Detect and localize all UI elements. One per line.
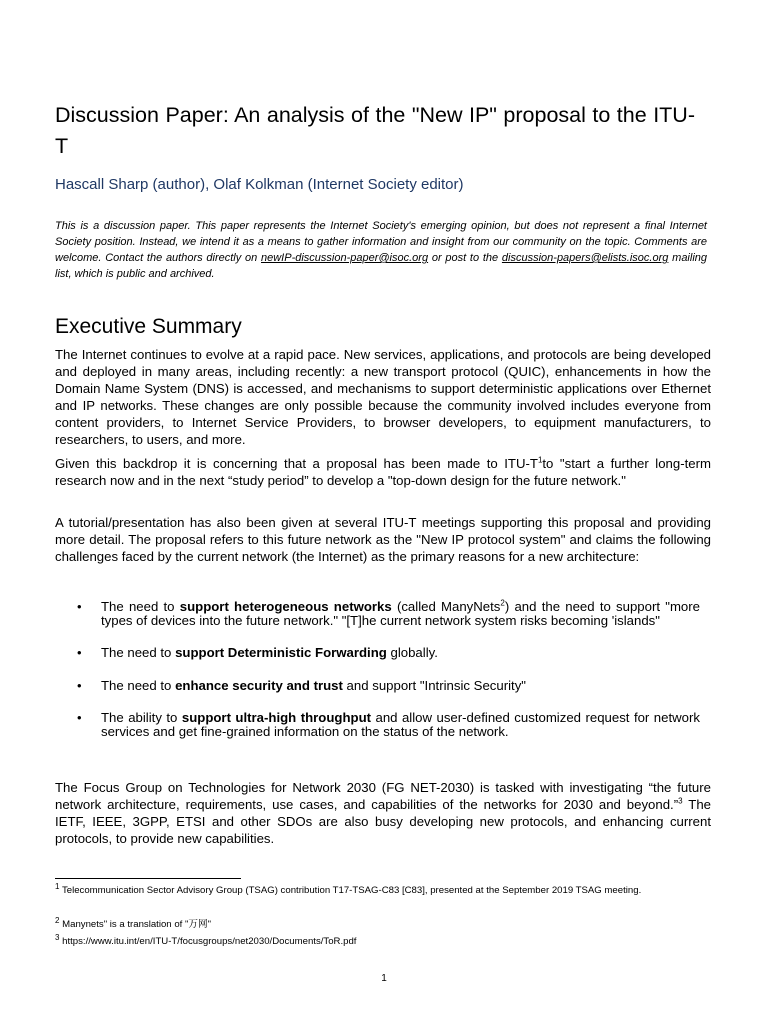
list-item-text: globally.	[386, 645, 438, 660]
list-item-emphasis: support Deterministic Forwarding	[175, 645, 387, 660]
list-item-text: (called ManyNets	[391, 599, 501, 614]
disclaimer-text: This is a discussion paper. This paper represents the Internet Society's emerging opinion, but does not represent a final Internet Society position. Instead, we intend it as a means to gather information and insight from our community on the topic. Comments are welcome. Contact the authors directly on	[55, 220, 707, 264]
list-item-text: and allow user-defined customized request for network services and get fine-grained information on the status of the network.	[101, 710, 700, 739]
footnote-ref-3[interactable]: 3	[678, 796, 683, 806]
list-item-emphasis: support heterogeneous networks	[179, 599, 392, 614]
list-item-text: The ability to	[101, 710, 182, 725]
disclaimer-text: or post to the	[428, 252, 502, 264]
list-item-emphasis: enhance security and trust	[175, 678, 343, 693]
bullet-icon: •	[77, 599, 82, 614]
footnote-ref-2[interactable]: 2	[500, 598, 505, 608]
mailing-list-link[interactable]: discussion-papers@elists.isoc.org	[501, 252, 669, 264]
paragraph-focus-group	[55, 779, 711, 847]
footnote-number: 2	[55, 915, 60, 925]
challenges-list	[55, 600, 700, 739]
list-item-text: The need to	[101, 678, 176, 693]
list-item	[55, 646, 700, 660]
list-item-emphasis: support ultra-high throughput	[181, 710, 372, 725]
list-item-text: ) and the need to support "more types of devices into the future network." "[T]he current network system risks becoming 'islands"	[101, 599, 700, 628]
disclaimer-text: mailing list, which is public and archived.	[55, 252, 707, 280]
list-item-text: The need to	[101, 599, 180, 614]
page-number: 1	[381, 973, 387, 984]
footnote-ref-1[interactable]: 1	[537, 455, 543, 465]
footnote-number: 1	[55, 881, 60, 891]
list-item-text: and support "Intrinsic Security"	[342, 678, 526, 693]
footnote-number: 3	[55, 932, 60, 942]
authors-line: Hascall Sharp (author), Olaf Kolkman (Internet Society editor)	[55, 176, 464, 193]
bullet-icon: •	[77, 645, 82, 660]
footnote-link[interactable]: https://www.itu.int/en/ITU-T/focusgroups/net2030/Documents/ToR.pdf	[62, 936, 357, 947]
section-heading-executive-summary: Executive Summary	[55, 315, 242, 338]
footnote-1	[55, 883, 711, 899]
paragraph-intro: The Internet continues to evolve at a rapid pace. New services, applications, and protocols are being developed and deployed in many areas, including recently: a new transport protocol (QUIC), enhancements in how the Domain Name System (DNS) is accessed, and mechanisms to support deterministic applications over Ethernet and IP networks. These changes are only possible because the community involved includes everyone from content providers, to Internet Service Providers, to browser developers, to equipment manufacturers, to researchers, to users, and more.	[55, 347, 711, 447]
paragraph-tutorial: A tutorial/presentation has also been given at several ITU-T meetings supporting this proposal and providing more detail. The proposal refers to this future network as the "New IP protocol system" and claims the following challenges faced by the current network (the Internet) as the primary reasons for a new architecture:	[55, 515, 711, 564]
footnote-divider	[55, 878, 241, 879]
paragraph-backdrop	[55, 455, 711, 489]
footnote-text: Telecommunication Sector Advisory Group (TSAG) contribution T17-TSAG-C83 [C83], presented at the September 2019 TSAG meeting.	[61, 885, 642, 896]
bullet-icon: •	[77, 710, 82, 725]
footnote-text: Manynets" is a translation of "万网"	[62, 919, 211, 930]
list-item	[55, 600, 700, 628]
footnote-3	[55, 934, 711, 950]
disclaimer	[55, 218, 707, 282]
bullet-icon: •	[77, 678, 82, 693]
paragraph-text: to "start a further long-term research now and in the next “study period” to develop a "top-down design for the future network."	[55, 456, 711, 488]
list-item	[55, 711, 700, 739]
footnote-2	[55, 917, 711, 933]
list-item	[55, 679, 700, 693]
feedback-email-link[interactable]: newIP-discussion-paper@isoc.org	[261, 252, 429, 264]
list-item-text: The need to	[101, 645, 176, 660]
paragraph-text: Given this backdrop it is concerning that a proposal has been made to ITU-T	[55, 456, 538, 471]
paragraph-text: The IETF, IEEE, 3GPP, ETSI and other SDOs are also busy developing new protocols, and enhancing current protocols, to provide new capabilities.	[55, 797, 711, 846]
paragraph-text: The Focus Group on Technologies for Network 2030 (FG NET-2030) is tasked with investigating “the future network architecture, requirements, use cases, and capabilities of the networks for 2030 and beyond.”	[55, 780, 711, 812]
page-title: Discussion Paper: An analysis of the "New IP" proposal to the ITU-T	[55, 103, 695, 158]
